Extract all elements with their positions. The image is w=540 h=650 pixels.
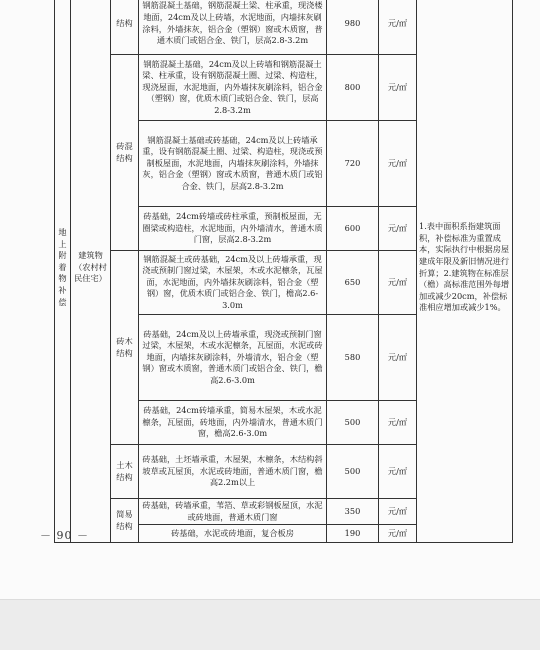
structure-description-cell: 砖基础，砖墙承重，苇箔、草或彩钢板屋顶，水泥或砖地面，普通木质门窗 xyxy=(139,499,327,525)
structure-description-cell: 钢筋混凝土基础，24cm及以上砖墙和钢筋混凝土梁、柱承重，设有钢筋混凝土圈、过梁、构造柱，现浇屋面，水泥地面，内外墙抹灰刷涂料，铝合金（塑钢）窗，优质木质门或铝合金、铁门，层高2.8-3.2m xyxy=(139,55,327,121)
structure-description-cell: 砖基础，24cm及以上砖墙承重，现浇或预制门窗过梁，木屋架，木或水泥檩条，瓦屋面，水泥或砖地面，内墙抹灰刷涂料，外墙清水，铝合金（塑钢）窗或木质窗，普通木质门或铝合金、铁门，檐高2.6-3.0m xyxy=(139,315,327,401)
unit-cell: 元/㎡ xyxy=(379,401,417,445)
structure-description-cell: 砖基础，水泥或砖地面，复合板房 xyxy=(139,525,327,543)
unit-cell: 元/㎡ xyxy=(379,251,417,315)
category-sub-cell: 建筑物（农村村民住宅） xyxy=(71,0,111,543)
price-cell: 600 xyxy=(327,207,379,251)
price-cell: 980 xyxy=(327,0,379,55)
structure-description-cell: 砖基础，24cm砖墙承重，简易木屋架，木或水泥檩条，瓦屋面，砖地面，内外墙清水，普通木质门窗，檐高2.6-3.0m xyxy=(139,401,327,445)
unit-cell: 元/㎡ xyxy=(379,525,417,543)
structure-description-cell: 钢筋混凝土基础，钢筋混凝土梁、柱承重，现浇楼地面，24cm及以上砖墙，水泥地面，内墙抹灰刷涂料，外墙抹灰，铝合金（塑钢）窗或木质窗，普通木质门或铝合金、铁门，层高2.8-3.2m xyxy=(139,0,327,55)
structure-description-cell: 钢筋混凝土基础或砖基础，24cm及以上砖墙承重，设有钢筋混凝土圈、过梁、构造柱，现浇或预制板屋面，水泥地面，内墙抹灰刷涂料，外墙抹灰，铝合金（塑钢）窗或木质窗，普通木质门或铝合金、铁门，层高2.8-3.2m xyxy=(139,121,327,207)
category-main-cell: 地上附着物补偿 xyxy=(55,0,71,543)
structure-description-cell: 砖基础，土坯墙承重，木屋架，木檩条，木结构斜坡草或瓦屋顶，水泥或砖地面，普通木质门窗，檐高2.2m以上 xyxy=(139,445,327,499)
structure-description-cell: 砖基础，24cm砖墙或砖柱承重，预制板屋面，无圈梁或构造柱，水泥地面，内外墙清水，普通木质门窗，层高2.8-3.2m xyxy=(139,207,327,251)
structure-type-cell: 结构 xyxy=(111,0,139,55)
unit-cell: 元/㎡ xyxy=(379,0,417,55)
compensation-table xyxy=(54,0,513,543)
viewer-footer-band xyxy=(0,600,540,650)
price-cell: 190 xyxy=(327,525,379,543)
unit-cell: 元/㎡ xyxy=(379,499,417,525)
price-cell: 500 xyxy=(327,445,379,499)
unit-cell: 元/㎡ xyxy=(379,445,417,499)
price-cell: 580 xyxy=(327,315,379,401)
page-number: － 90 － xyxy=(40,529,89,542)
price-cell: 350 xyxy=(327,499,379,525)
price-cell: 650 xyxy=(327,251,379,315)
unit-cell: 元/㎡ xyxy=(379,207,417,251)
price-cell: 720 xyxy=(327,121,379,207)
structure-type-cell: 砖木结构 xyxy=(111,251,139,445)
unit-cell: 元/㎡ xyxy=(379,315,417,401)
structure-type-cell: 砖混结构 xyxy=(111,55,139,251)
structure-type-cell: 简易结构 xyxy=(111,499,139,543)
structure-description-cell: 钢筋混凝土或砖基础，24cm及以上砖墙承重，现浇或预制门窗过梁，木屋架，木或水泥檩条，瓦屋面，水泥地面，内外墙抹灰刷涂料，铝合金（塑钢）窗，优质木质门或铝合金、铁门，檐高2.6-3.0m xyxy=(139,251,327,315)
remarks-cell: 1.表中面积系指建筑面积，补偿标准为重置成本，实际执行中根据房屋建成年限及新旧情况进行折算；2.建筑物在标准层（檐）高标准范围外每增加或减少20cm，补偿标准相应增加或减少1%。 xyxy=(417,0,513,543)
unit-cell: 元/㎡ xyxy=(379,55,417,121)
table-row xyxy=(55,0,513,55)
price-cell: 800 xyxy=(327,55,379,121)
structure-type-cell: 土木结构 xyxy=(111,445,139,499)
unit-cell: 元/㎡ xyxy=(379,121,417,207)
price-cell: 500 xyxy=(327,401,379,445)
